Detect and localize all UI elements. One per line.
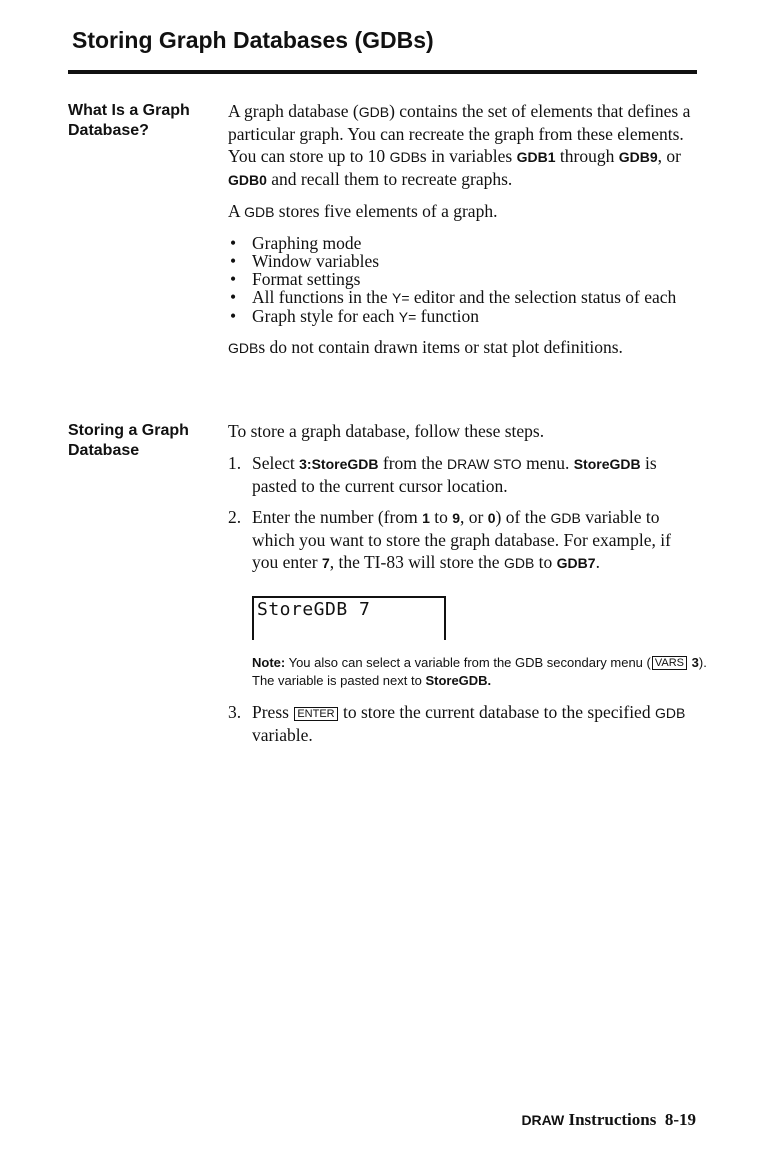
section-heading-storing-gdb: [68, 421, 189, 461]
text: Enter the number (from: [252, 507, 423, 527]
text: s in variables: [419, 146, 517, 166]
paragraph: [228, 100, 700, 191]
text: 9: [452, 510, 461, 526]
text: Graph style for each: [252, 306, 399, 326]
paragraph: [228, 336, 700, 359]
text: You also can select a variable from the GDB secondary menu (: [285, 655, 651, 670]
text: GDB: [228, 340, 259, 356]
text: to: [429, 507, 453, 527]
text: to: [534, 552, 557, 572]
text: through: [555, 146, 619, 166]
page-title: Storing Graph Databases (GDBs): [72, 27, 434, 53]
text: GDB7: [556, 555, 596, 571]
step-number: 1.: [228, 453, 242, 473]
text: stores five elements of a graph.: [274, 201, 498, 221]
text: ) contains the set of elements that defines a particular graph. You can recreate the graph from these elements. You can store up to 10: [228, 101, 691, 166]
screen-text: StoreGDB 7: [257, 599, 371, 620]
list-item: [228, 288, 700, 307]
text: variable.: [252, 725, 313, 745]
note-label: Note:: [252, 655, 286, 670]
text: ) of the: [495, 507, 551, 527]
step-number: 2.: [228, 507, 242, 527]
footer-label: Instructions: [564, 1110, 657, 1129]
text: editor and the selection status of each: [409, 287, 677, 307]
text: s do not contain drawn items or stat plot definitions.: [258, 337, 623, 357]
text: GDB: [503, 555, 535, 571]
what-is-gdb-body: [228, 100, 700, 359]
text: 3:StoreGDB: [299, 456, 379, 472]
footer-section: DRAW: [521, 1112, 565, 1128]
section-heading-what-is-gdb: [68, 101, 190, 141]
text: Y=: [391, 290, 410, 306]
list-item: [228, 234, 700, 252]
step-item: [228, 506, 700, 574]
storing-gdb-body: [228, 420, 700, 574]
text: All functions in the: [252, 287, 392, 307]
heading-line: Storing a Graph: [68, 422, 189, 439]
step-number: 3.: [228, 702, 242, 722]
page-footer: [521, 1110, 696, 1130]
text: ). The variable is pasted next to: [252, 655, 707, 688]
text: DRAW STO: [447, 456, 522, 472]
text: , or: [657, 146, 681, 166]
text: GDB: [358, 104, 390, 120]
list-item: [228, 307, 700, 326]
heading-line: What Is a Graph: [68, 102, 190, 119]
paragraph: [228, 200, 700, 223]
title-rule: [68, 70, 697, 74]
text: 7: [321, 555, 330, 571]
text: GDB: [654, 705, 686, 721]
text: A graph database (: [228, 101, 359, 121]
text: to store the current database to the specified: [338, 702, 655, 722]
text: GDB: [244, 204, 275, 220]
enter-key-icon: ENTER: [294, 707, 337, 721]
text: , or: [460, 507, 488, 527]
text: Y=: [398, 309, 417, 325]
text: Format settings: [252, 269, 361, 289]
text: and recall them to recreate graphs.: [266, 169, 513, 189]
text: StoreGDB: [573, 456, 641, 472]
step-item: [228, 452, 700, 497]
text: StoreGDB.: [425, 673, 492, 688]
text: is pasted to the current cursor location.: [252, 453, 657, 496]
steps-list: [228, 701, 700, 746]
heading-line: Database?: [68, 122, 149, 139]
text: A: [228, 201, 245, 221]
text: 3: [691, 655, 699, 670]
text: GDB: [389, 149, 420, 165]
text: menu.: [521, 453, 574, 473]
text: 1: [422, 510, 430, 526]
step-item: [228, 701, 700, 746]
page-number: 8-19: [664, 1110, 696, 1129]
text: GDB1: [516, 149, 556, 165]
text: Select: [252, 453, 300, 473]
text: , the TI-83 will store the: [329, 552, 504, 572]
steps-list: [228, 452, 700, 574]
step-3: [228, 701, 700, 746]
text: 0: [487, 510, 496, 526]
list-item: [228, 270, 700, 288]
heading-line: Database: [68, 442, 140, 459]
calculator-screen: [252, 596, 446, 640]
list-item: [228, 252, 700, 270]
text: GDB: [550, 510, 581, 526]
text: function: [416, 306, 479, 326]
vars-key-icon: VARS: [652, 656, 687, 670]
text: GDB0: [228, 172, 267, 188]
text: .: [595, 552, 600, 572]
text: GDB9: [618, 149, 658, 165]
text: Press: [252, 702, 294, 722]
text: Graphing mode: [252, 233, 362, 253]
text: from the: [378, 453, 448, 473]
paragraph: To store a graph database, follow these steps.: [228, 421, 545, 441]
note: [252, 654, 712, 690]
element-list: [228, 234, 700, 326]
text: variable to which you want to store the graph database. For example, if you enter: [252, 507, 671, 572]
text: Window variables: [252, 251, 380, 271]
